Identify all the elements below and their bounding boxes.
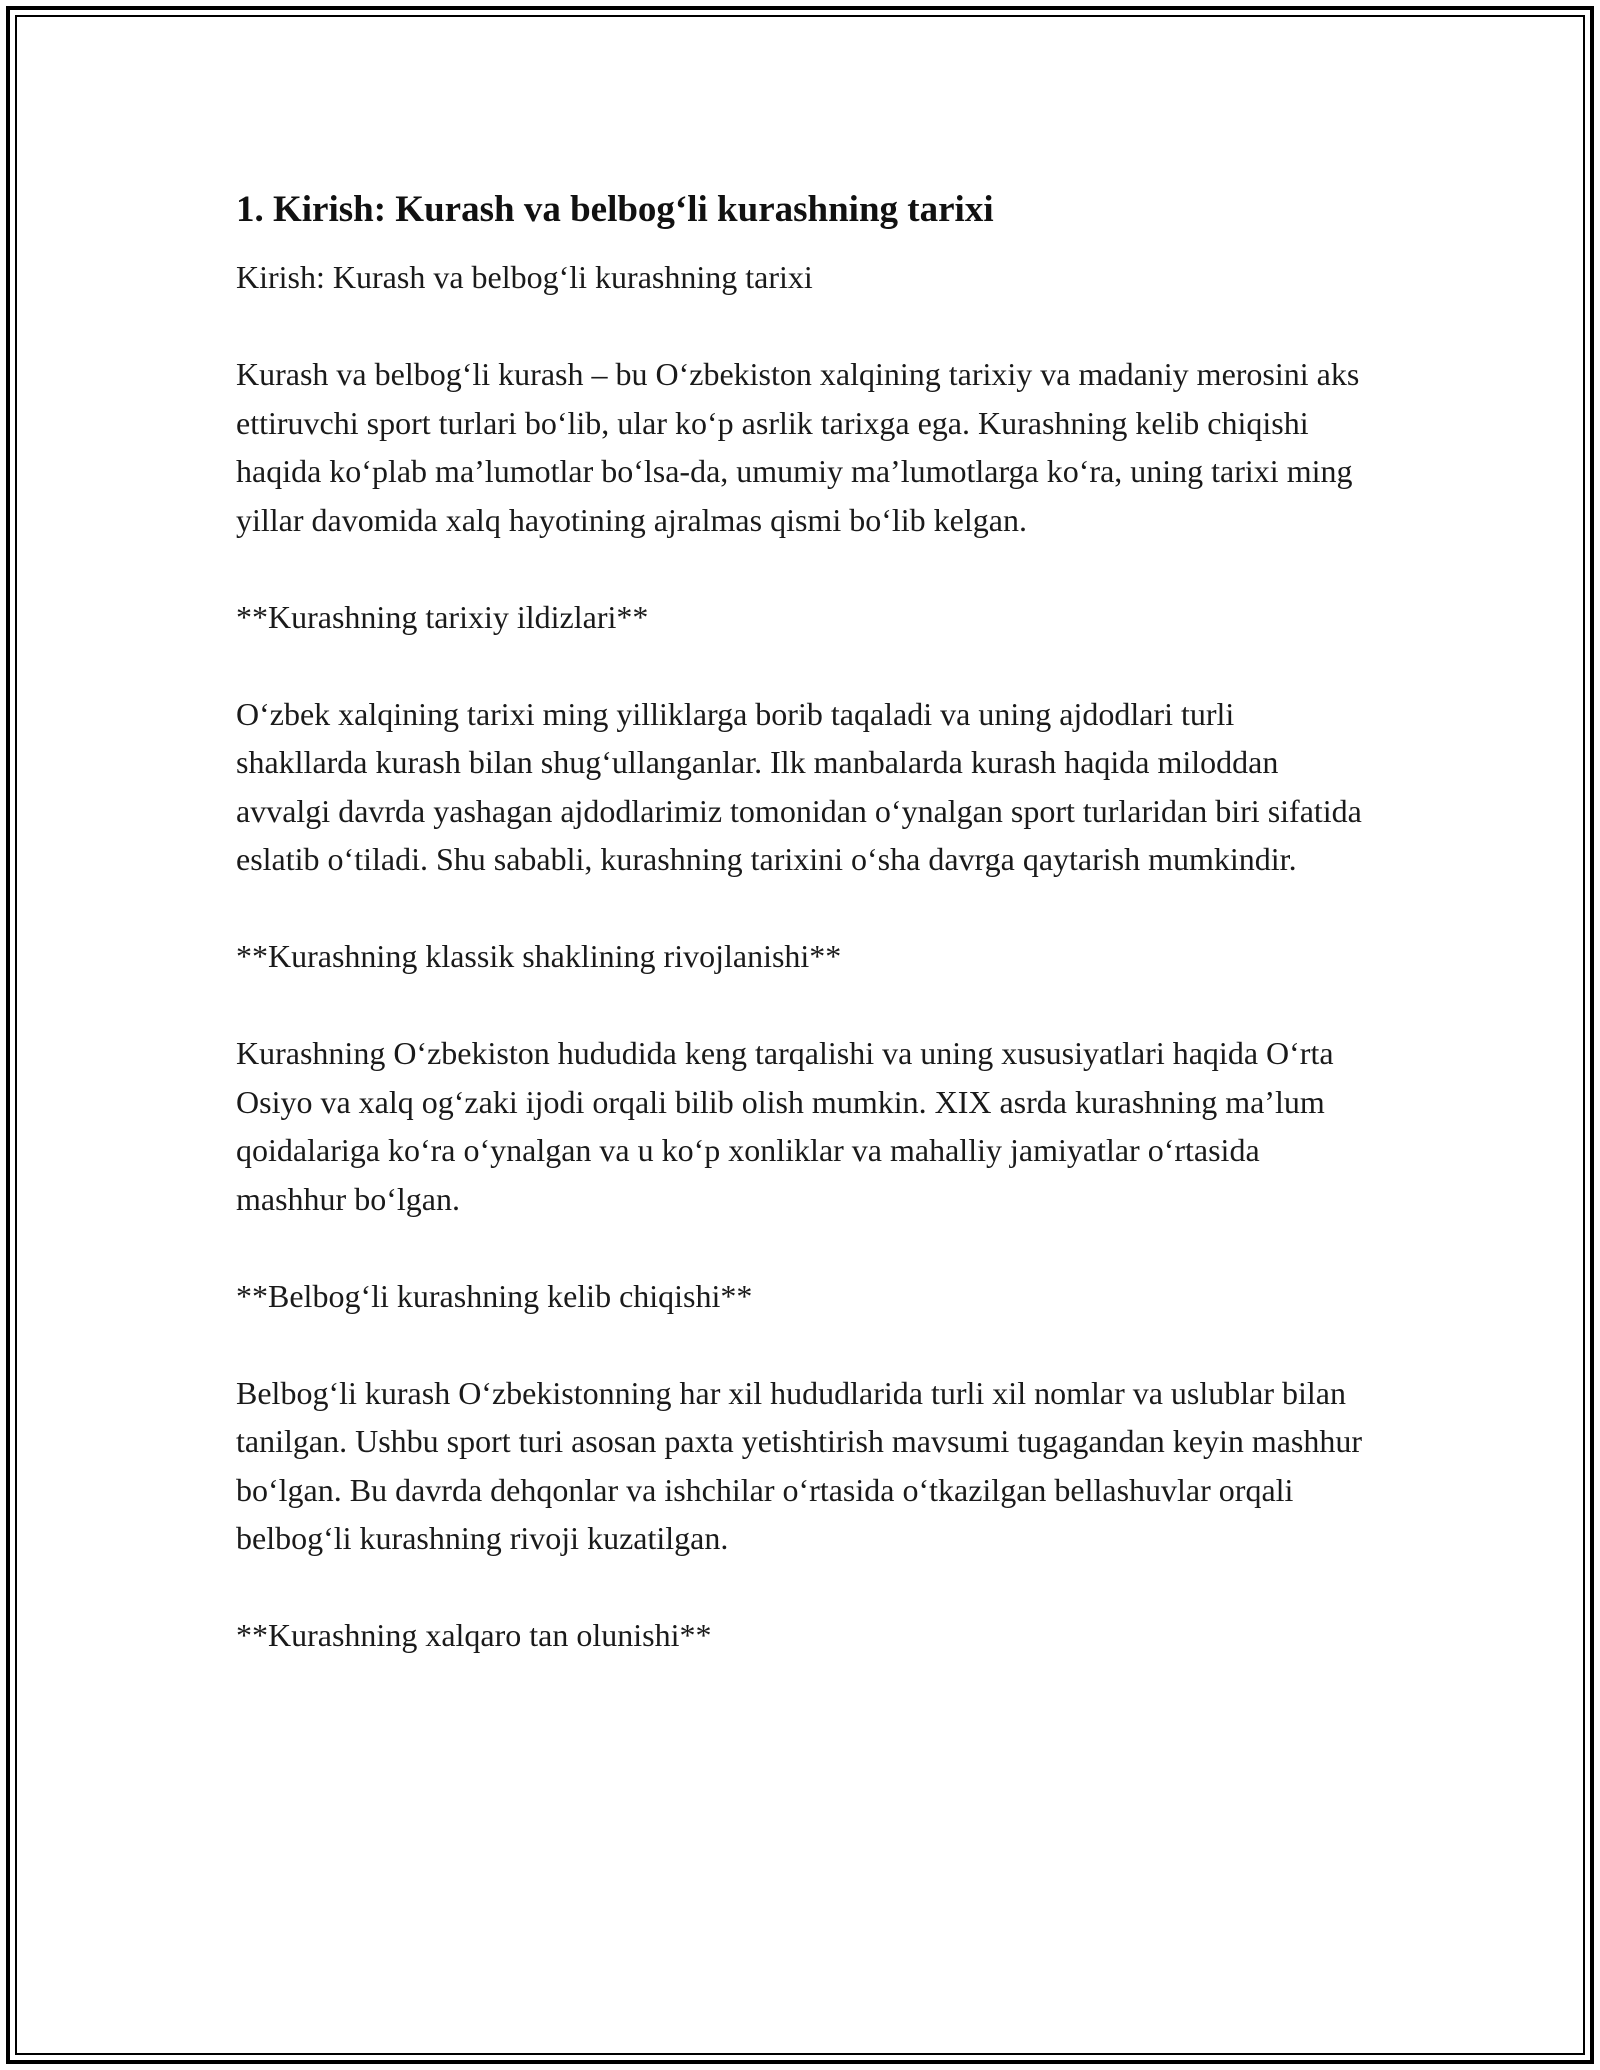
belt-wrestling-origin-paragraph: Belbog‘li kurash O‘zbekistonning har xil hududlarida turli xil nomlar va uslublar bilan tanilgan. Ushbu sport turi asosan paxta yetishtirish mavsumi tugagandan keyin mashhur bo‘lgan. Bu davrda dehqonlar va ishchilar o‘rtasida o‘tkazilgan bellashuvlar orqali belbog‘li kurashning rivoji kuzatilgan. bbox=[236, 1374, 1363, 1556]
section-heading-international-recognition: **Kurashning xalqaro tan olunishi** bbox=[236, 1617, 712, 1653]
section-heading-belt-wrestling-origin: **Belbog‘li kurashning kelib chiqishi** bbox=[236, 1277, 753, 1314]
intro-heading-text: Kirish: Kurash va belbog‘li kurashning tarixi bbox=[236, 259, 813, 295]
section-heading-classic-form: **Kurashning klassik shaklining rivojlanishi** bbox=[236, 938, 842, 974]
classic-form-paragraph: Kurashning O‘zbekiston hududida keng tarqalishi va uning xususiyatlari haqida O‘rta Osiyo va xalq og‘zaki ijodi orqali bilib olish mumkin. XIX asrda kurashning ma’lum qoidalariga ko‘ra o‘ynalgan va u ko‘p xonliklar va mahalliy jamiyatlar o‘rtasida mashhur bo‘lgan. bbox=[236, 1035, 1334, 1217]
intro-paragraph: Kurash va belbog‘li kurash – bu O‘zbekiston xalqining tarixiy va madaniy merosini aks ettiruvchi sport turlari bo‘lib, ular ko‘p asrlik tarixga ega. Kurashning kelib chiqishi haqida ko‘plab ma’lumotlar bo‘lsa-da, umumiy ma’lumotlarga ko‘ra, uning tarixi ming yillar davomida xalq hayotining ajralmas qismi bo‘lib kelgan. bbox=[236, 356, 1360, 538]
document-title: 1. Kirish: Kurash va belbog‘li kurashning tarixi bbox=[236, 189, 994, 230]
document-body bbox=[236, 186, 1366, 1708]
historical-roots-paragraph: O‘zbek xalqining tarixi ming yilliklarga borib taqaladi va uning ajdodlari turli shakllarda kurash bilan shug‘ullanganlar. Ilk manbalarda kurash haqida miloddan avvalgi davrda yashagan ajdodlarimiz tomonidan o‘ynalgan sport turlaridan biri sifatida eslatib o‘tiladi. Shu sababli, kurashning tarixini o‘sha davrga qaytarish mumkindir. bbox=[236, 695, 1362, 877]
section-heading-historical-roots: **Kurashning tarixiy ildizlari** bbox=[236, 598, 649, 635]
